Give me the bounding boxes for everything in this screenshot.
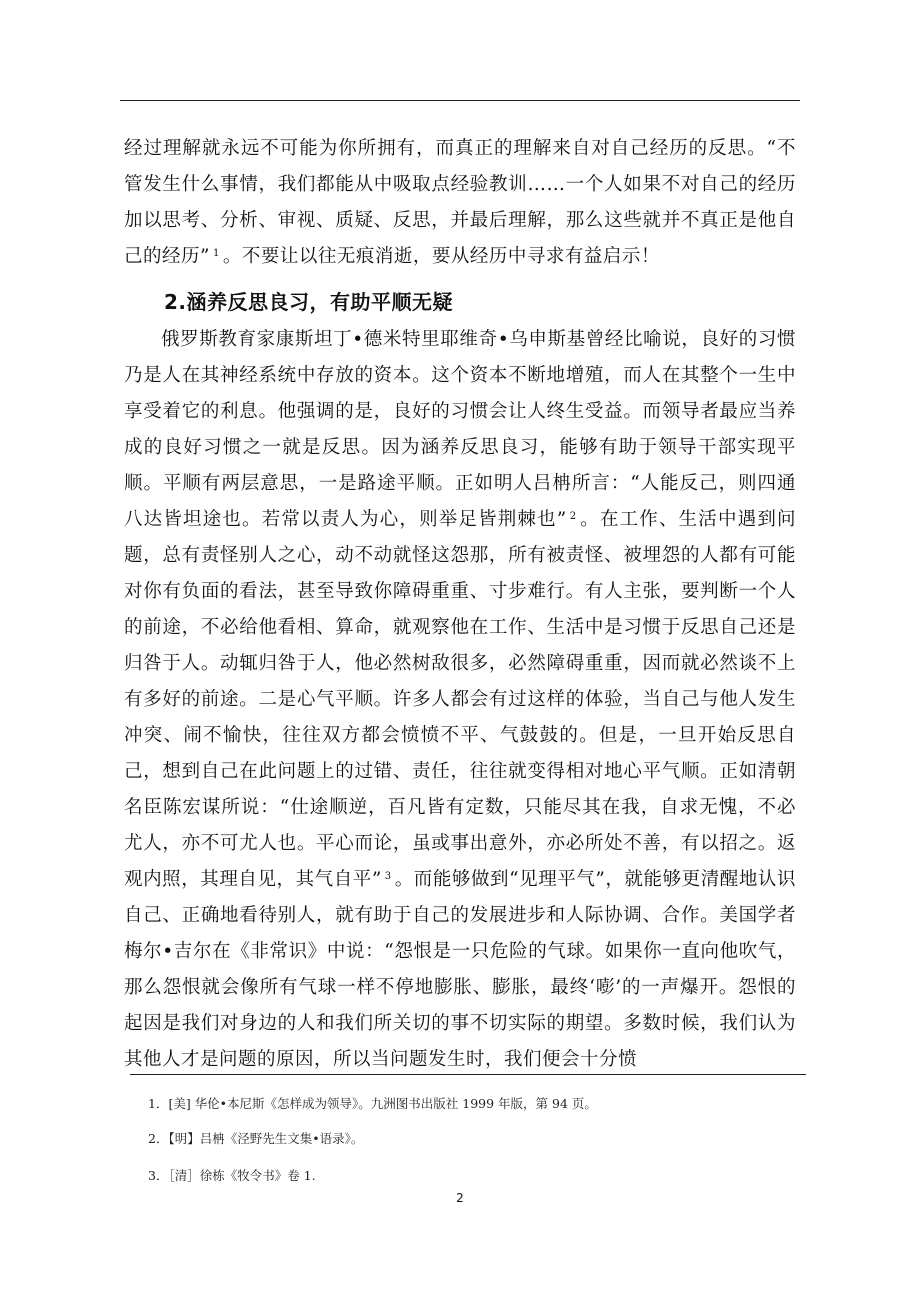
footnote-2: 2．【明】吕柟《泾野先生文集•语录》。 xyxy=(148,1131,364,1146)
section-heading: 2.涵养反思良习，有助平顺无疑 xyxy=(164,290,454,314)
paragraph-text: 经过理解就永远不可能为你所拥有，而真正的理解来自对自己经历的反思。“不管发生什么事情，我们都能从中吸取点经验教训……一个人如果不对自己的经历加以思考、分析、审视、质疑、反思，并最后理解，那么这些就并不真正是他自己的经历” xyxy=(124,138,796,267)
footnote-ref-3[interactable]: 3 xyxy=(384,871,392,882)
paragraph-text: 。不要让以往无痕消逝，要从经历中寻求有益启示！ xyxy=(222,246,660,267)
body-paragraph-2 xyxy=(124,322,796,1078)
footnote-3: 3．［清］徐栋《牧令书》卷 1. xyxy=(148,1168,316,1183)
footnote-ref-1[interactable]: 1 xyxy=(212,248,220,259)
footnote-rule xyxy=(130,1074,806,1075)
body-paragraph-1 xyxy=(124,131,796,275)
footnote-1: 1．[美] 华伦•本尼斯《怎样成为领导》。九洲图书出版社 1999 年版，第 94 页。 xyxy=(148,1096,597,1111)
header-rule xyxy=(120,100,800,101)
paragraph-text: 。而能够做到“见理平气”，就能够更清醒地认识自己、正确地看待别人，就有助于自己的发展进步和人际协调、合作。美国学者梅尔•吉尔在《非常识》中说：“怨恨是一只危险的气球。如果你一直向他吹气，那么怨恨就会像所有气球一样不停地膨胀、膨胀，最终‘嘭’的一声爆开。怨恨的起因是我们对身边的人和我们所关切的事不切实际的期望。多数时候，我们认为其他人才是问题的原因，所以当问题发生时，我们便会十分愤 xyxy=(124,869,796,1070)
footnote-ref-2[interactable]: 2 xyxy=(569,511,577,522)
paragraph-text: 俄罗斯教育家康斯坦丁•德米特里耶维奇•乌申斯基曾经比喻说，良好的习惯乃是人在其神经系统中存放的资本。这个资本不断地增殖，而人在其整个一生中享受着它的利息。他强调的是，良好的习惯会让人终生受益。而领导者最应当养成的良好习惯之一就是反思。因为涵养反思良习，能够有助于领导干部实现平顺。平顺有两层意思，一是路途平顺。正如明人吕柟所言：“人能反己，则四通八达皆坦途也。若常以责人为心，则举足皆荆棘也” xyxy=(124,329,796,530)
page-number: 2 xyxy=(456,1191,464,1205)
paragraph-text: 。在工作、生活中遇到问题，总有责怪别人之心，动不动就怪这怨那，所有被责怪、被埋怨的人都有可能对你有负面的看法，甚至导致你障碍重重、寸步难行。有人主张，要判断一个人的前途，不必给他看相、算命，就观察他在工作、生活中是习惯于反思自己还是归咎于人。动辄归咎于人，他必然树敌很多，必然障碍重重，因而就必然谈不上有多好的前途。二是心气平顺。许多人都会有过这样的体验，当自己与他人发生冲突、闹不愉快，往往双方都会愤愤不平、气鼓鼓的。但是，一旦开始反思自己，想到自己在此问题上的过错、责任，往往就变得相对地心平气顺。正如清朝名臣陈宏谋所说：“仕途顺逆，百凡皆有定数，只能尽其在我，自求无愧，不必尤人，亦不可尤人也。平心而论，虽或事出意外，亦必所处不善，有以招之。返观内照，其理自见，其气自平” xyxy=(124,509,796,890)
